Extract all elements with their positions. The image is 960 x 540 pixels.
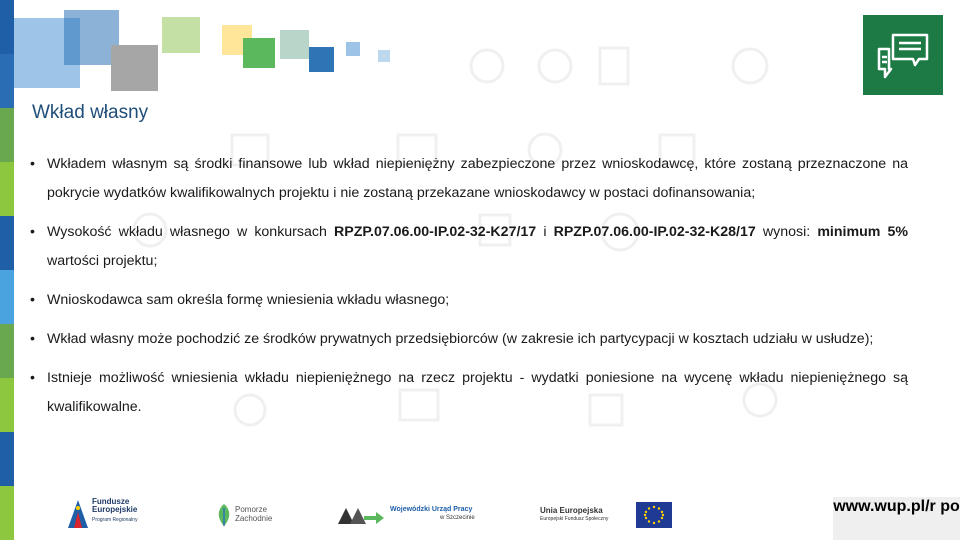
bullet-text: Wkładem własnym są środki finansowe lub wkład niepieniężny zabezpieczone przez wnioskodawcę, które zostaną przeznaczone na pokrycie wydatków kwalifikowalnych projektu i nie zostaną przekazane wnioskodawcy w postaci dofinansowania; (47, 156, 908, 201)
bullet-item (30, 218, 908, 276)
bullet-marker: • (30, 156, 35, 172)
wup-mark-icon (336, 502, 386, 528)
pomorze-line2: Zachodnie (235, 514, 273, 523)
fe-line1: Fundusze (92, 497, 130, 506)
pomorze-line1: Pomorze (235, 505, 268, 514)
pomorze-zachodnie-logo (215, 500, 280, 532)
bullet-marker: • (30, 331, 35, 347)
bullet-item (30, 150, 908, 208)
fundusze-europejskie-logo (66, 496, 166, 532)
bullet-item (30, 325, 908, 354)
slide-title: Wkład własny (32, 102, 149, 123)
fe-line3: Program Regionalny (92, 517, 138, 523)
bullet-text: wynosi: (762, 224, 818, 240)
eu-flag-icon (636, 502, 672, 528)
wup-logo (336, 500, 486, 532)
bullet-text: wartości projektu; (47, 253, 158, 269)
unia-europejska-logo (540, 500, 680, 532)
fe-star-icon (66, 498, 90, 530)
chat-bubbles-icon (863, 15, 943, 95)
bullet-marker: • (30, 370, 35, 386)
bullet-text: i (543, 224, 554, 240)
ue-line1: Unia Europejska (540, 506, 603, 515)
competition-code: RPZP.07.06.00-IP.02-32-K28/17 (553, 224, 756, 240)
ue-line2: Europejski Fundusz Społeczny (540, 516, 609, 522)
website-url[interactable]: www.wup.pl/r po (833, 497, 960, 540)
bullet-text: Wnioskodawca sam określa formę wniesienia wkładu własnego; (47, 292, 450, 308)
bullet-item (30, 364, 908, 422)
minimum-amount: minimum 5% (817, 224, 908, 240)
competition-code: RPZP.07.06.00-IP.02-32-K27/17 (334, 224, 537, 240)
bullet-item (30, 286, 908, 315)
bullet-text: Istnieje możliwość wniesienia wkładu niepieniężnego na rzecz projektu - wydatki poniesione na wycenę wkładu niepieniężnego są kwalifikowalne. (47, 370, 908, 415)
fe-line2: Europejskie (92, 505, 138, 514)
wup-line1: Wojewódzki Urząd Pracy (390, 506, 473, 513)
bullet-text: Wysokość wkładu własnego w konkursach (47, 224, 334, 240)
bullet-marker: • (30, 224, 35, 240)
leaf-icon (215, 502, 233, 528)
wup-line2: w Szczecinie (440, 515, 475, 521)
bullet-list (30, 150, 908, 432)
bullet-text: Wkład własny może pochodzić ze środków prywatnych przedsiębiorców (w zakresie ich partycypacji w kosztach udziału w usłudze); (47, 331, 874, 347)
footer-logos (0, 490, 960, 540)
bullet-marker: • (30, 292, 35, 308)
